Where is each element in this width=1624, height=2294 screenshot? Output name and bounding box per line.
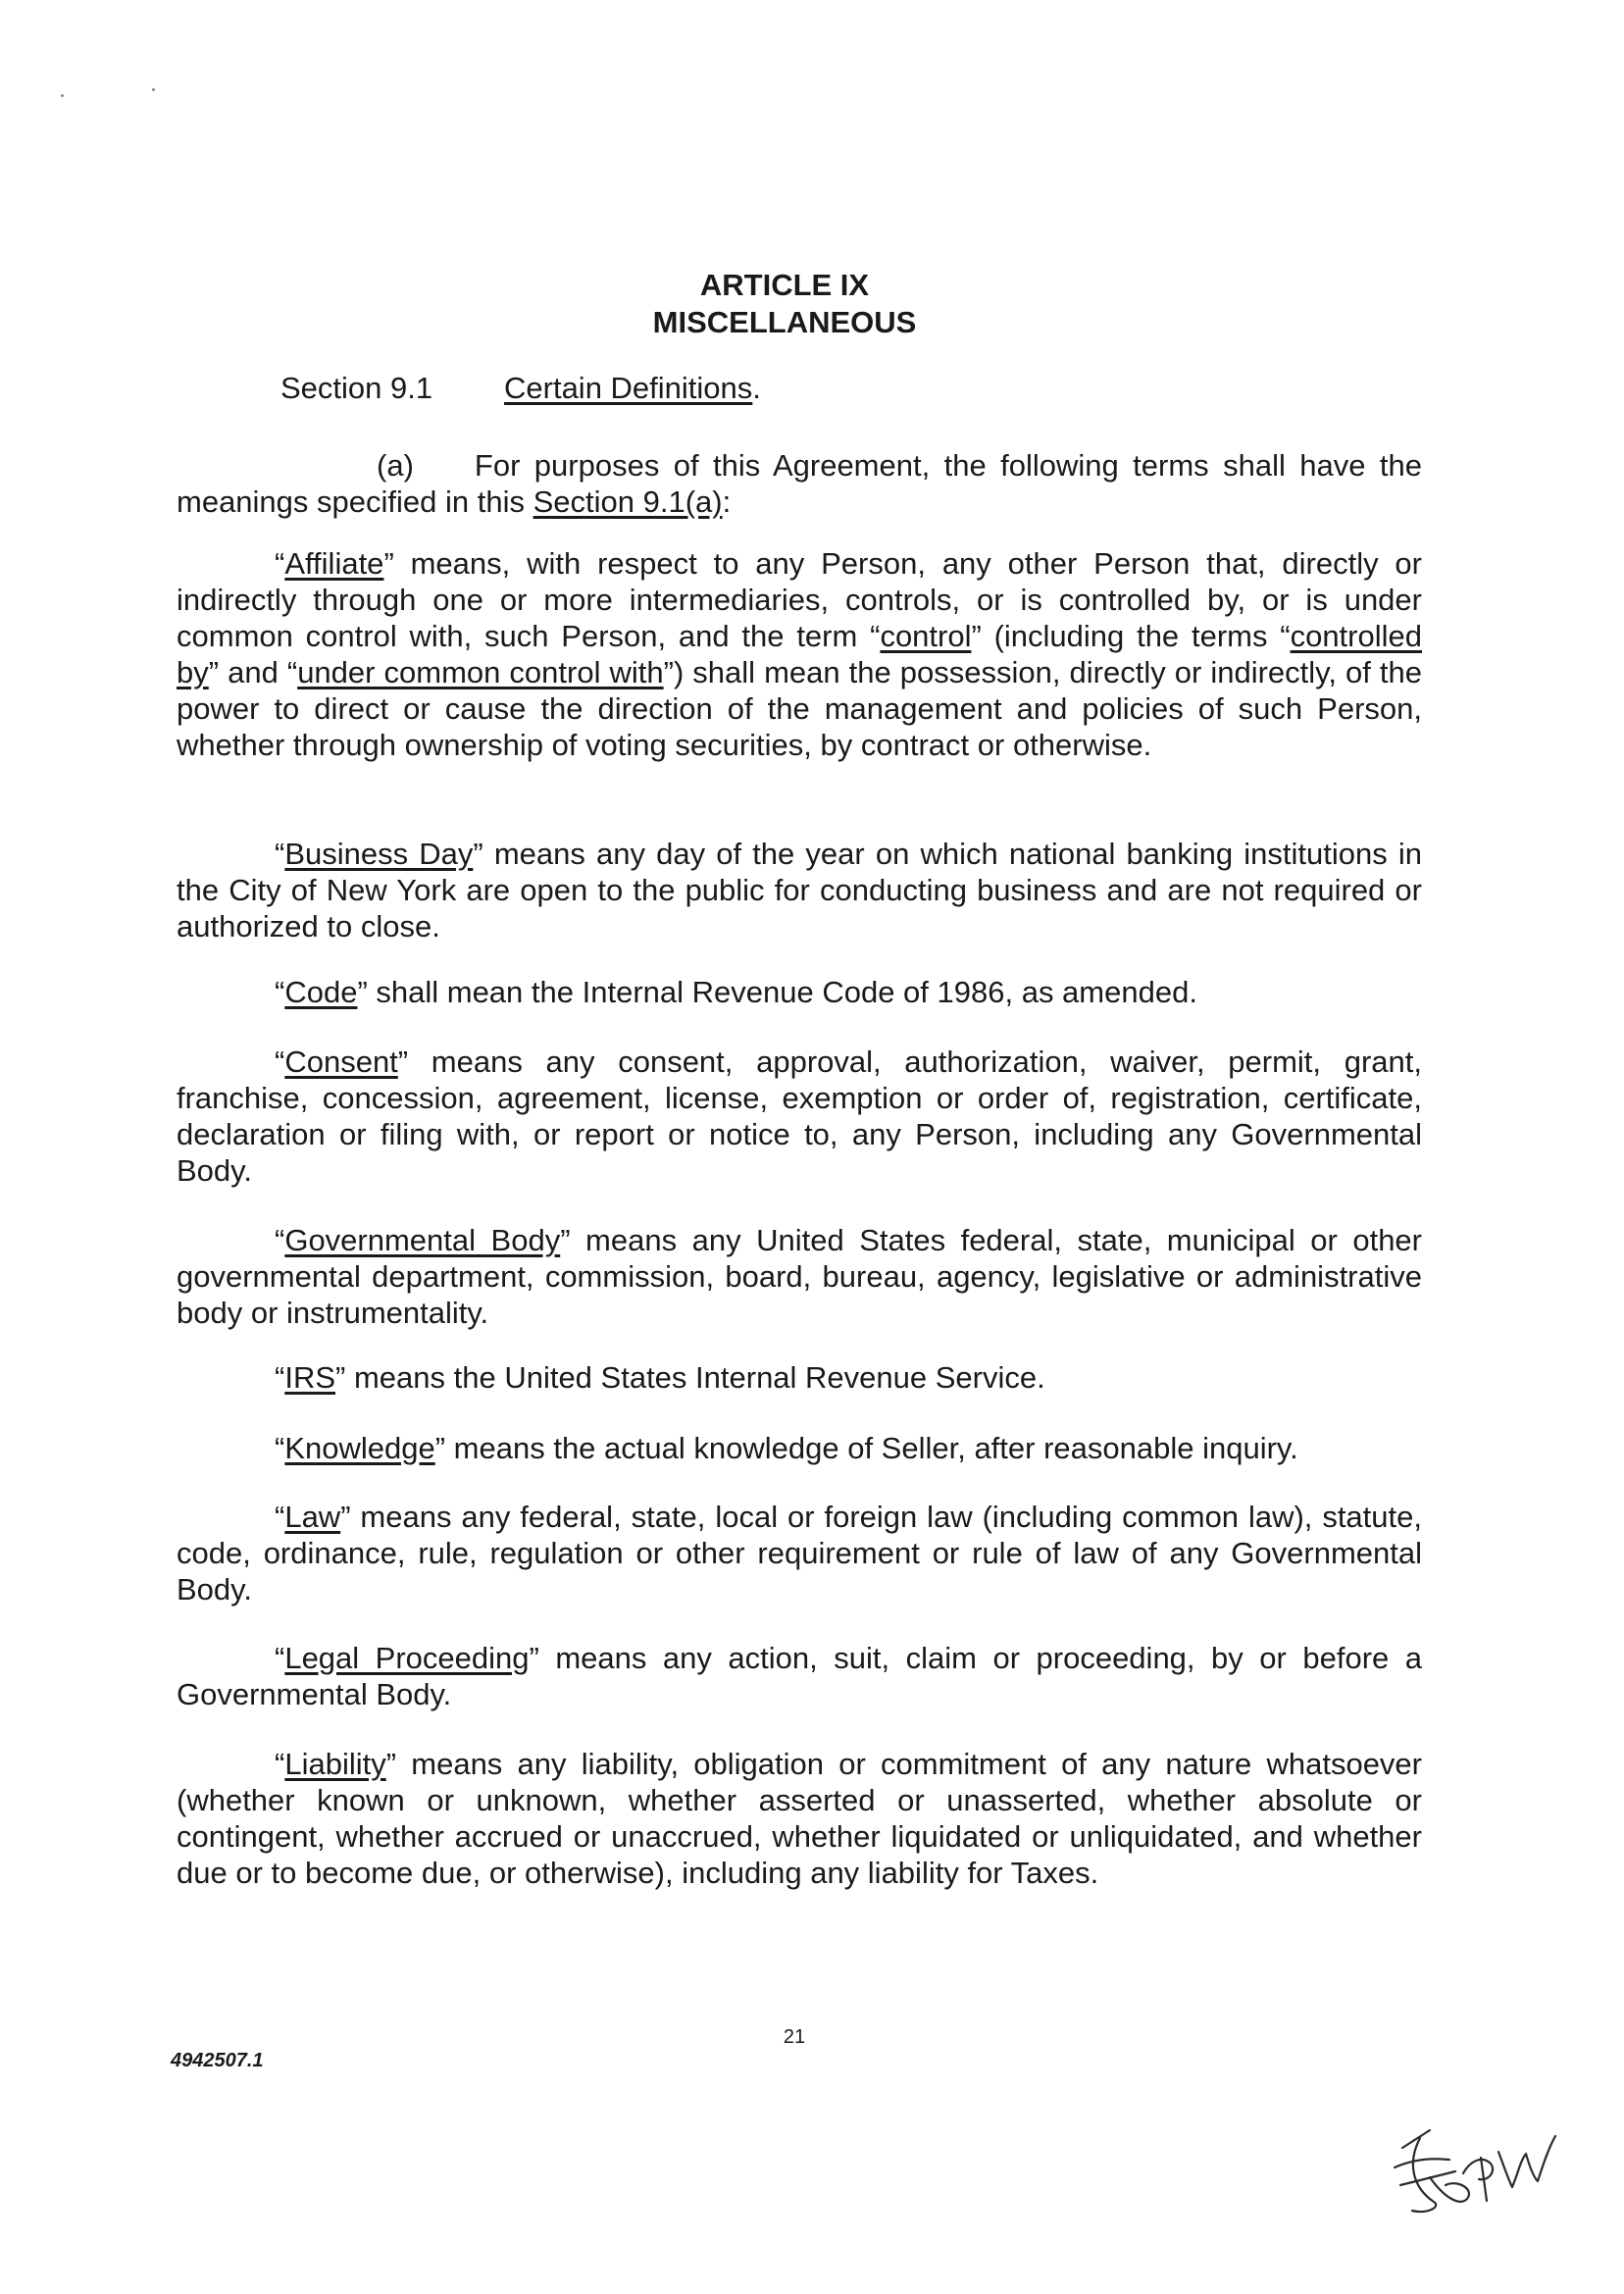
definition-text: ” means the United States Internal Revenue Service. <box>335 1360 1045 1395</box>
definition-consent <box>177 1044 1422 1189</box>
defined-term: Business Day <box>284 837 474 871</box>
definition-text: “ <box>275 975 285 1009</box>
intro-text-end: : <box>722 484 732 519</box>
definition-text: “ <box>275 1641 285 1675</box>
definition-governmental-body <box>177 1222 1422 1331</box>
defined-term: controlled by <box>177 619 1422 689</box>
definition-text: “ <box>275 1431 285 1465</box>
definition-knowledge <box>177 1430 1422 1466</box>
intro-label: (a) <box>377 448 414 483</box>
defined-term: control <box>880 619 972 653</box>
document-id: 4942507.1 <box>171 2050 264 2071</box>
definition-irs <box>177 1359 1422 1396</box>
definition-liability <box>177 1746 1422 1891</box>
defined-term: Legal Proceeding <box>284 1641 530 1675</box>
definition-text: ” means, with respect to any Person, any other Person that, directly or indirectly through one or more intermediaries, controls, or is controlled by, or is under common control with, such Person, and the term “ <box>177 546 1422 653</box>
intro-section-ref: Section 9.1(a) <box>533 484 723 519</box>
definition-text: “ <box>275 837 285 871</box>
definition-text: “ <box>275 546 285 581</box>
defined-term: Code <box>284 975 358 1009</box>
section-title: Certain Definitions <box>504 371 753 405</box>
article-title: MISCELLANEOUS <box>652 305 917 339</box>
defined-term: Knowledge <box>284 1431 435 1465</box>
defined-term: Consent <box>284 1045 398 1079</box>
definition-text: “ <box>275 1500 285 1534</box>
defined-term: IRS <box>284 1360 336 1395</box>
definition-text: “ <box>275 1747 285 1781</box>
definition-text: ” means any action, suit, claim or proceeding, by or before a Governmental Body. <box>177 1641 1423 1711</box>
definition-affiliate <box>177 545 1422 763</box>
definition-text: ” means the actual knowledge of Seller, after reasonable inquiry. <box>434 1431 1298 1465</box>
definition-business-day <box>177 836 1422 944</box>
scan-speck <box>61 94 64 97</box>
intro-paragraph <box>177 447 1422 520</box>
defined-term: Law <box>284 1500 341 1534</box>
definition-text: ”) shall mean the possession, directly or indirectly, of the power to direct or cause the direction of the management and policies of such Person, whether through ownership of voting securities, by contract or otherwise. <box>177 655 1422 762</box>
definition-text: ” means any federal, state, local or foreign law (including common law), statute, code, ordinance, rule, regulation or other requirement or rule of law of any Governmental Body. <box>177 1500 1422 1606</box>
definition-text: ” shall mean the Internal Revenue Code of 1986, as amended. <box>357 975 1197 1009</box>
definition-text: “ <box>275 1045 285 1079</box>
section-number: Section 9.1 <box>280 371 433 405</box>
definition-text: ” means any consent, approval, authorization, waiver, permit, grant, franchise, concession, agreement, license, exemption or order of, registration, certificate, declaration or filing with, or report or notice to, any Person, including any Governmental Body. <box>177 1045 1422 1188</box>
section-heading <box>280 369 761 408</box>
defined-term: Liability <box>284 1747 386 1781</box>
section-period: . <box>752 371 761 405</box>
definition-text: ” means any liability, obligation or commitment of any nature whatsoever (whether known or unknown, whether asserted or unasserted, whether absolute or contingent, whether accrued or unaccrued, whether liquidated or unliquidated, and whether due or to become due, or otherwise), including any liability for Taxes. <box>177 1747 1422 1890</box>
scan-speck <box>152 88 155 91</box>
definition-legal-proceeding <box>177 1640 1422 1712</box>
defined-term: Affiliate <box>284 546 384 581</box>
intro-text-start: For purposes of this Agreement, the following terms shall have the meanings specified in this <box>177 448 1422 519</box>
defined-term: under common control with <box>297 655 664 689</box>
definition-law <box>177 1499 1422 1607</box>
definition-text: ” means any United States federal, state, municipal or other governmental department, commission, board, bureau, agency, legislative or administrative body or instrumentality. <box>177 1223 1422 1330</box>
definition-text: ” means any day of the year on which national banking institutions in the City of New York are open to the public for conducting business and are not required or authorized to close. <box>177 837 1422 943</box>
page-number: 21 <box>783 2026 806 2048</box>
signature-initials <box>1373 2109 1559 2226</box>
definition-text: ” and “ <box>208 655 298 689</box>
article-number: ARTICLE IX <box>699 268 870 302</box>
definition-text: ” (including the terms “ <box>971 619 1291 653</box>
defined-term: Governmental Body <box>284 1223 561 1257</box>
definition-text: “ <box>275 1223 285 1257</box>
definition-text: “ <box>275 1360 285 1395</box>
definition-code <box>177 974 1422 1010</box>
